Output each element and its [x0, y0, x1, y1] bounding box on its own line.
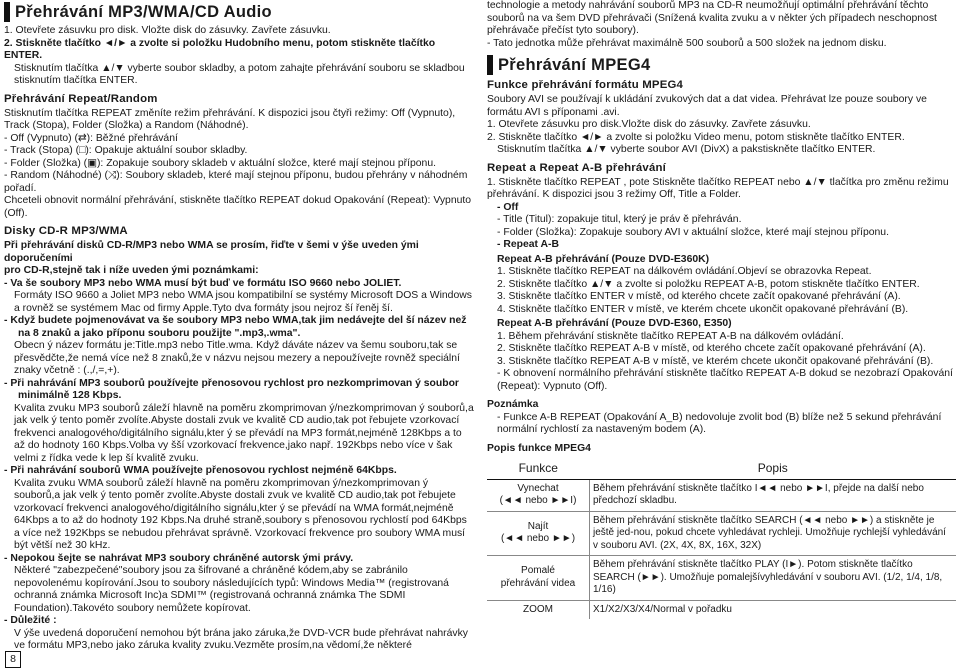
step-2: 2. Stiskněte tlačítko ◄/► a zvolte si položku Video menu, potom stiskněte tlačítko ENTER. — [487, 131, 905, 143]
repeat-mode-folder: - Folder (Složka) (▣): Zopakuje soubory skladeb v aktuální složce, které mají stejnou příponu. — [4, 157, 436, 169]
disks-intro: Při přehrávání disků CD-R/MP3 nebo WMA se prosím, řiďte v šemi v ýše uveden ými doporučeními — [4, 240, 419, 264]
table-row — [487, 479, 956, 511]
bullet-body: Obecn ý název formátu je:Title.mp3 nebo Title.wma. Když dáváte název va šemu souboru,tak se přesvědčte,že nemá více než 8 znaků,že v názvu nejsou mezery a nepoužívejte rovněž speciální znaky včetně : (.,/,=,+). — [14, 340, 460, 376]
repeat-heading: Přehrávání Repeat/Random — [4, 92, 158, 105]
ab-intro: 1. Stiskněte tlačítko REPEAT , pote Stiskněte tlačítko REPEAT nebo ▲/▼ tlačítka pro změnu režimu přehrávání. K dispozici jsou 3 režimy Off, Title a Folder. — [487, 176, 949, 200]
bullet-body: Kvalita zvuku MP3 souborů záleží hlavně na poměru zkomprimovan ý/nezkomprimovan ý souborů,a jak velk ý tento poměr zvolíte.Abyste dostali zvuk ve kvalitě CD audio,tak pot řebujete vzorkovací frekvenci analogového/digitálního signálu,kter ý se převádí na MP3 formát,nejméně 128Kbps a to až do hodnoty 160 Kbps.Volba vy šší vzorkovací frekvence,jako např. 192Kbps nebo více v šak velmi z řídka vede k lep ší kvalitě zvuku. — [14, 402, 474, 464]
ab-mode: - Repeat A-B — [497, 239, 559, 250]
disks-intro-2: pro CD-R,stejně tak i níže uveden ými poznámkami: — [4, 265, 259, 276]
ab-mode: - Title (Titul): zopakuje titul, který je práv ě přehráván. — [497, 214, 742, 225]
bullet-head: - Důležité : — [4, 615, 57, 626]
bullet-head: - Nepokou šejte se nahrávat MP3 soubory chráněné autorsk ými právy. — [4, 552, 354, 564]
table-cell: Během přehrávání stiskněte tlačítko PLAY (I►). Potom stiskněte tlačítko SEARCH (►►). Umožňuje pomalejšívyhledávání v souboru AVI. (1/2, 1/4, 1/8, 1/16) — [590, 556, 957, 601]
section-heading — [4, 2, 474, 22]
left-column — [4, 0, 474, 653]
bullet-body: V ýše uvedená doporučení nemohou být brána jako záruka,že DVD-VCR bude přehrávat nahrávky ve formátu MP3,nebo jako záruka kvality zvuku.Vezměte prosím,na vědomí,že některé — [14, 627, 468, 651]
step-2: 2. Stiskněte tlačítko ◄/► a zvolte si položku Hudobního menu, potom stiskněte tlačítko ENTER. — [4, 37, 436, 61]
function-keys: (◄◄ nebo ►►I) — [499, 495, 577, 506]
repeat-mode-track: - Track (Stopa) (□): Opakuje aktuální soubor skladby. — [4, 145, 248, 156]
ab360k-step: 4. Stiskněte tlačítko ENTER v místě, ve kterém chcete ukončit opakované přehrávání (B). — [497, 303, 909, 315]
right-column — [487, 0, 956, 619]
ab360k-step: 1. Stiskněte tlačítko REPEAT na dálkovém ovládání.Objeví se obrazovka Repeat. — [497, 266, 872, 277]
bullet-head: - Když budete pojmenovávat va še soubory MP3 nebo WMA,tak jim nedávejte del ší název než na 8 znaků a jako příponu souboru použijte ".mp3,.wma". — [4, 315, 467, 339]
table-cell: Během přehrávání stiskněte tlačítko SEARCH (◄◄ nebo ►►) a stiskněte je ještě jed-nou, pokud chcete vyhledávat rychleji. Umožňuje rychlejší vyhledávání v souboru AVI. (2X, 4X, 8X, 16X, 32X) — [590, 511, 957, 556]
ab350-step: 2. Stiskněte tlačítko REPEAT A-B v místě, od kterého chcete začít opakované přehrávání (A). — [497, 343, 926, 354]
table-cell: Během přehrávání stiskněte tlačítko I◄◄ nebo ►►I, přejde na další nebo předchozí skladbu. — [590, 479, 957, 511]
bullet-body: Formáty ISO 9660 a Joliet MP3 nebo WMA jsou kompatibilní se systémy Microsoft DOS a Windows a rovněž se systémem Mac od firmy Apple.Tyto dva formáty jsou nejroz ší řeněj ší. — [14, 290, 472, 314]
continued-text-2: - Tato jednotka může přehrávat maximálně 500 souborů a 500 složek na jednom disku. — [487, 37, 887, 49]
ab360k-step: 3. Stiskněte tlačítko ENTER v místě, od kterého chcete začít opakované přehrávání (A). — [497, 291, 901, 302]
function-name: Najít — [527, 520, 549, 532]
ab-outro: - K obnovení normálního přehrávání stiskněte tlačítko REPEAT A-B dokud se nezobrazí Opakování (Repeat): Vypnuto (Off). — [497, 368, 953, 392]
table-row — [487, 600, 956, 619]
repeat-intro: Stisknutím tlačítka REPEAT změníte režim přehrávání. K dispozici jsou čtyři režimy: Off (Vypnuto), Track (Stopa), Folder (Složka) a Random (Náhodné). — [4, 107, 456, 131]
ab-mode: - Folder (Složka): Zopakuje soubory AVI v aktuální složce, které mají stejnou příponu. — [497, 226, 889, 238]
table-cell — [487, 556, 590, 601]
function-keys: (◄◄ nebo ►►) — [500, 533, 576, 545]
function-name: Vynechat — [517, 482, 559, 494]
section-heading — [487, 55, 956, 75]
note-text: - Funkce A-B REPEAT (Opakování A_B) nedovoluje zvolit bod (B) blíže než 5 sekund přehrávání normální rychlostí za nastaveným bodem (A). — [497, 411, 942, 435]
function-name: ZOOM — [523, 603, 553, 615]
ab350-step: 3. Stiskněte tlačítko REPEAT A-B v místě, ve kterém chcete ukončit opakované přehrávání (B). — [497, 355, 934, 367]
ab-heading: Repeat a Repeat A-B přehrávání — [487, 161, 667, 174]
page-number: 8 — [5, 651, 21, 668]
ab350-heading: Repeat A-B přehrávání (Pouze DVD-E360, E350) — [497, 318, 732, 329]
step-1: 1. Otevřete zásuvku pro disk.Vložte disk do zásuvky. Zavřete zásuvku. — [487, 119, 811, 130]
function-table — [487, 458, 956, 619]
bullet-head: - Při nahrávání souborů WMA používejte přenosovou rychlost nejméně 64Kbps. — [4, 465, 397, 476]
step-2-detail: Stisknutím tlačítka ▲/▼ vyberte soubor skladby, a potom zahajte přehrávání souboru se skladbou stisknutím tlačítka ENTER. — [14, 62, 465, 86]
table-cell — [487, 600, 590, 619]
page-title: Přehrávání MP3/WMA/CD Audio — [15, 3, 272, 21]
ab360k-step: 2. Stiskněte tlačítko ▲/▼ a zvolte si položku REPEAT A-B, potom stiskněte tlačítko ENTER. — [497, 278, 920, 290]
table-row — [487, 556, 956, 601]
table-header: Popis — [590, 458, 957, 479]
ab350-step: 1. Během přehrávání stiskněte tlačítko REPEAT A-B na dálkovém ovládání. — [497, 330, 844, 342]
bullet-head: - Při nahrávání MP3 souborů používejte přenosovou rychlost pro nezkomprimovan ý soubor minimálně 128 Kbps. — [4, 377, 459, 401]
function-name: Pomalé — [521, 565, 555, 577]
repeat-outro: Chceteli obnovit normální přehrávání, stiskněte tlačítko REPEAT dokud Opakování (Repeat): Vypnuto (Off). — [4, 195, 472, 219]
func-heading: Funkce přehrávání formátu MPEG4 — [487, 79, 684, 91]
continued-text: technologie a metody nahrávání souborů MP3 na CD-R neumožňují optimální přehrávání těchto souborů na va šem DVD přehrávači (Snížená kvalita zvuku a v někter ých případech neschopnost přehrávače přečíst tyto soubory). — [487, 0, 937, 36]
function-keys: přehrávání videa — [500, 577, 576, 589]
bullet-body: Kvalita zvuku WMA souborů záleží hlavně na poměru zkomprimovan ý/nezkomprimovan ý souborů,a jak velk ý tento poměr zvolíte.Abyste dostali zvuk ve kvalitě CD audio,tak pot řebujete vzorkovací frekvenci analogového/digitálního signálu,kter ý se převádí na WMA formát,nejméně 64Kbps a to až do hodnoty 192 Kbps.Na druhé straně,soubory s přenosovou rychlostí pod 64Kbps a více než 192Kbps se nebudou přehrávat správně. Vzorkovací frekvence pro soubory WMA musí být větší než 30 kHz. — [14, 477, 467, 551]
table-heading: Popis funkce MPEG4 — [487, 442, 591, 454]
repeat-mode-random: - Random (Náhodné) (⤨): Soubory skladeb, které mají stejnou příponu, budou přehrány v náhodném pořadí. — [4, 170, 468, 194]
table-cell — [487, 479, 590, 511]
ab-mode: - Off — [497, 201, 519, 213]
heading-bar — [487, 55, 493, 75]
note-heading: Poznámka — [487, 399, 539, 410]
repeat-mode-off: - Off (Vypnuto) (⇄): Běžné přehrávání — [4, 132, 178, 144]
table-header: Funkce — [487, 458, 590, 479]
step-2-detail: Stisknutím tlačítka ▲/▼ vyberte soubor AVI (DivX) a pakstiskněte tlačítko ENTER. — [497, 144, 876, 155]
table-cell — [487, 511, 590, 556]
func-intro: Soubory AVI se používají k ukládání zvukových dat a dat videa. Přehrávat lze pouze soubory ve formátu AVI s příponami .avi. — [487, 94, 927, 118]
heading-bar — [4, 2, 10, 22]
step-1: 1. Otevřete zásuvku pro disk. Vložte disk do zásuvky. Zavřete zásuvku. — [4, 25, 331, 36]
bullet-body: Některé "zabezpečené"soubory jsou za šifrované a chráněné kódem,aby se zabránilo nepovolenému kopírování.Jsou to soubory následujících typů: Windows Media™ (registrovaná ochranná známka Microsoft Inc)a SDMI™ (registrovaná ochranná známka The SDMI Foundation).Takovéto soubory nemůžete kopírovat. — [14, 565, 449, 614]
disks-heading: Disky CD-R MP3/WMA — [4, 225, 128, 237]
ab360k-heading: Repeat A-B přehrávání (Pouze DVD-E360K) — [497, 253, 710, 265]
table-cell: X1/X2/X3/X4/Normal v pořadku — [590, 600, 957, 619]
mpeg4-title: Přehrávání MPEG4 — [498, 56, 651, 74]
table-row — [487, 511, 956, 556]
bullet-head: - Va še soubory MP3 nebo WMA musí být buď ve formátu ISO 9660 nebo JOLIET. — [4, 277, 402, 289]
